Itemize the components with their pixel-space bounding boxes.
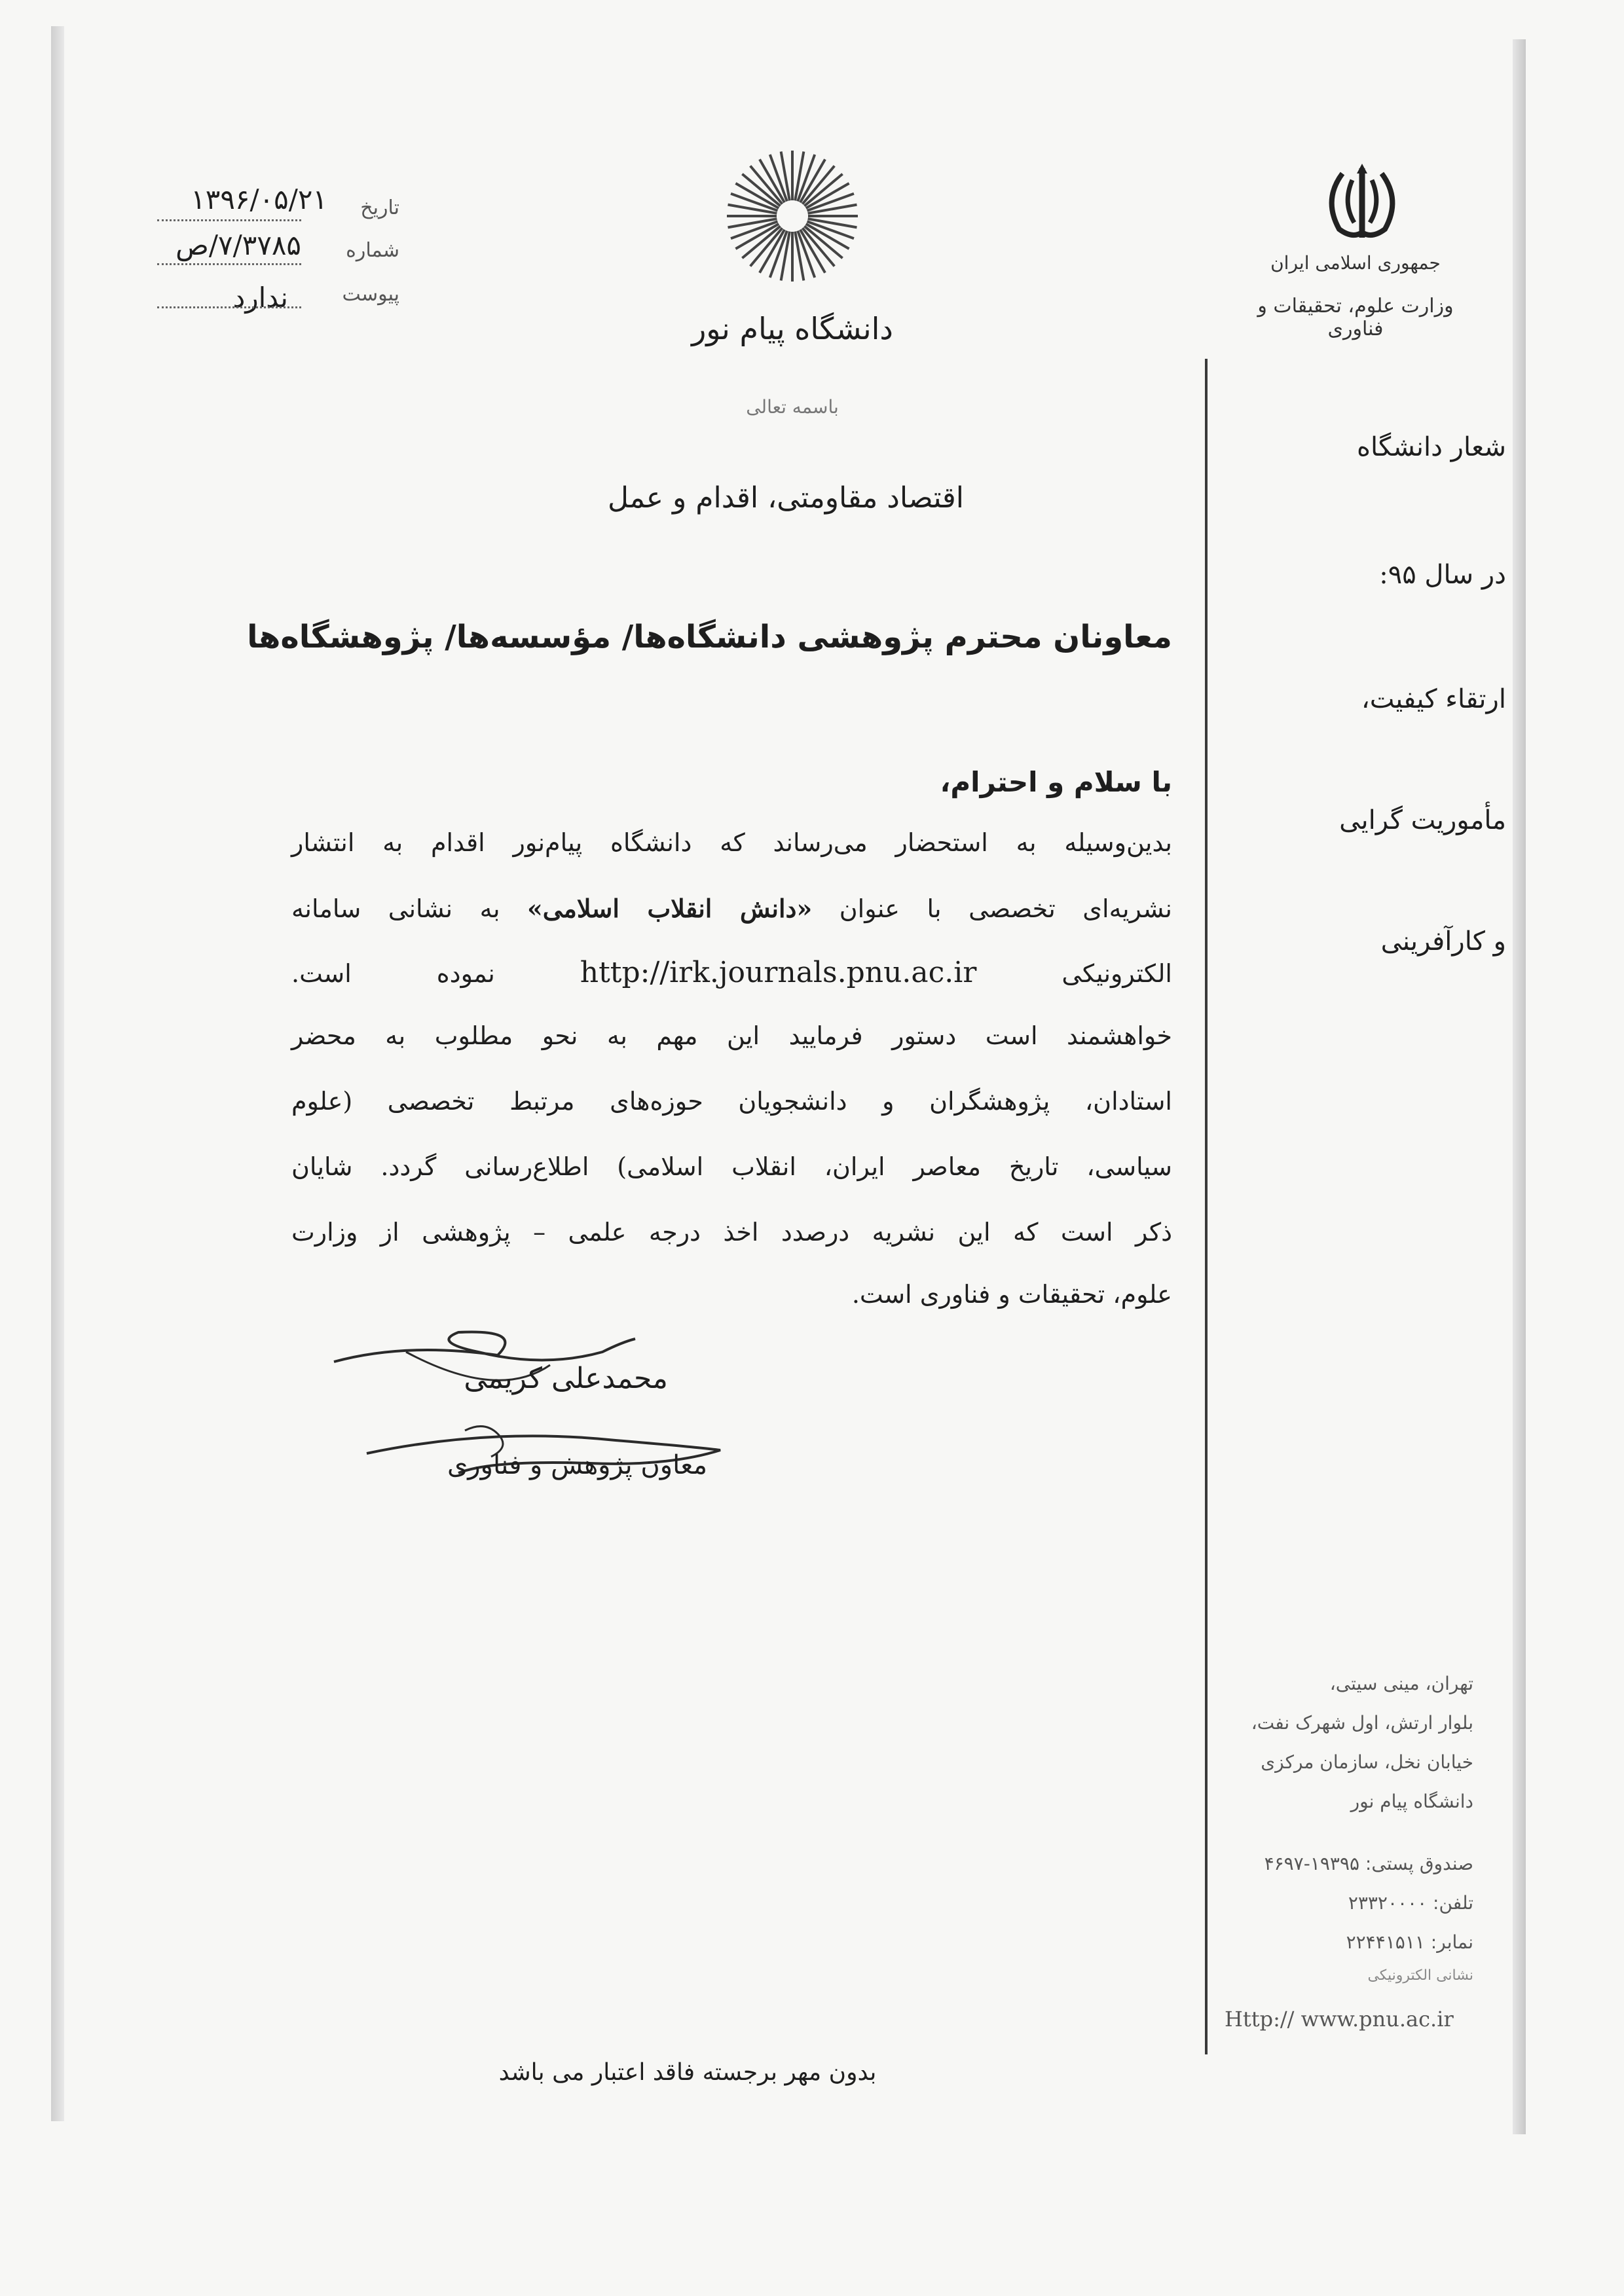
body-text: الکترونیکی	[1061, 959, 1172, 988]
address-line: بلوار ارتش، اول شهرک نفت،	[1251, 1712, 1473, 1734]
date-value: ۱۳۹۶/۰۵/۲۱	[191, 183, 327, 215]
number-label: شماره	[346, 239, 399, 262]
journal-title: «دانش انقلاب اسلامی»	[527, 894, 813, 923]
scan-edge	[1513, 39, 1526, 2134]
address-line: صندوق پستی: ۱۹۳۹۵-۴۶۹۷	[1264, 1853, 1473, 1874]
signature-scribble-icon	[327, 1316, 747, 1519]
recipient: معاونان محترم پژوهشی دانشگاه‌ها/ مؤسسه‌ها/ پژوهشگاه‌ها	[247, 619, 1172, 655]
dotted-line	[157, 263, 301, 265]
address-line: تهران، مینی سیتی،	[1329, 1673, 1473, 1694]
iran-emblem-icon	[1316, 160, 1408, 246]
scan-edge	[51, 26, 64, 2121]
attachment-label: پیوست	[342, 283, 399, 306]
address-line: دانشگاه پیام نور	[1350, 1791, 1473, 1812]
journal-url: http://irk.journals.pnu.ac.ir	[580, 956, 977, 989]
sidebar-line: ارتقاء کیفیت،	[1361, 684, 1506, 714]
body-line: بدین‌وسیله به استحضار می‌رساند که دانشگاه پیام‌نور اقدام به انتشار	[291, 828, 1172, 857]
invocation: باسمه تعالی	[746, 396, 839, 418]
ministry-line1: جمهوری اسلامی ایران	[1270, 252, 1441, 274]
footer-note: بدون مهر برجسته فاقد اعتبار می باشد	[498, 2059, 877, 2086]
dotted-line	[157, 306, 301, 308]
university-logo-icon	[720, 147, 864, 285]
date-label: تاریخ	[360, 196, 399, 219]
address-line: نشانی الکترونیکی	[1367, 1967, 1473, 1984]
body-line: علوم، تحقیقات و فناوری است.	[851, 1280, 1172, 1309]
body-text: به نشانی سامانه	[291, 894, 500, 923]
address-line: خیابان نخل، سازمان مرکزی	[1261, 1751, 1473, 1773]
greeting: با سلام و احترام،	[940, 766, 1172, 798]
number-value: ۷/۳۷۸۵/ص	[175, 229, 301, 261]
signer-title: معاون پژوهش و فناوری	[447, 1450, 707, 1480]
sidebar-line: و کارآفرینی	[1380, 926, 1506, 957]
body-line: خواهشمند است دستور فرمایید این مهم به نحو مطلوب به محضر	[291, 1021, 1172, 1050]
ministry-line2: وزارت علوم، تحقیقات و فناوری	[1257, 295, 1454, 340]
signer-name: محمدعلی کریمی	[464, 1362, 668, 1395]
motto: اقتصاد مقاومتی، اقدام و عمل	[608, 481, 964, 515]
attachment-value: ندارد	[232, 282, 288, 314]
body-line: استادان، پژوهشگران و دانشجویان حوزه‌های مرتبط تخصصی (علوم	[291, 1087, 1172, 1116]
body-text: نشریه‌ای تخصصی با عنوان	[839, 894, 1172, 923]
dotted-line	[157, 219, 301, 221]
body-line: سیاسی، تاریخ معاصر ایران، انقلاب اسلامی) اطلاع‌رسانی گردد. شایان	[291, 1152, 1172, 1181]
body-line: ذکر است که این نشریه درصدد اخذ درجه علمی – پژوهشی از وزارت	[291, 1218, 1172, 1247]
website: Http:// www.pnu.ac.ir	[1225, 2007, 1454, 2032]
address-line: نمابر: ۲۲۴۴۱۵۱۱	[1346, 1931, 1473, 1953]
university-name: دانشگاه پیام نور	[692, 311, 893, 346]
body-text: نموده است.	[291, 959, 495, 988]
body-line	[291, 894, 1172, 923]
sidebar-line: در سال ۹۵:	[1379, 560, 1506, 590]
sidebar-line: مأموریت گرایی	[1339, 805, 1506, 835]
sidebar-line: شعار دانشگاه	[1356, 432, 1506, 462]
address-line: تلفن: ۲۳۳۲۰۰۰۰	[1348, 1892, 1473, 1914]
body-line	[291, 956, 1172, 989]
